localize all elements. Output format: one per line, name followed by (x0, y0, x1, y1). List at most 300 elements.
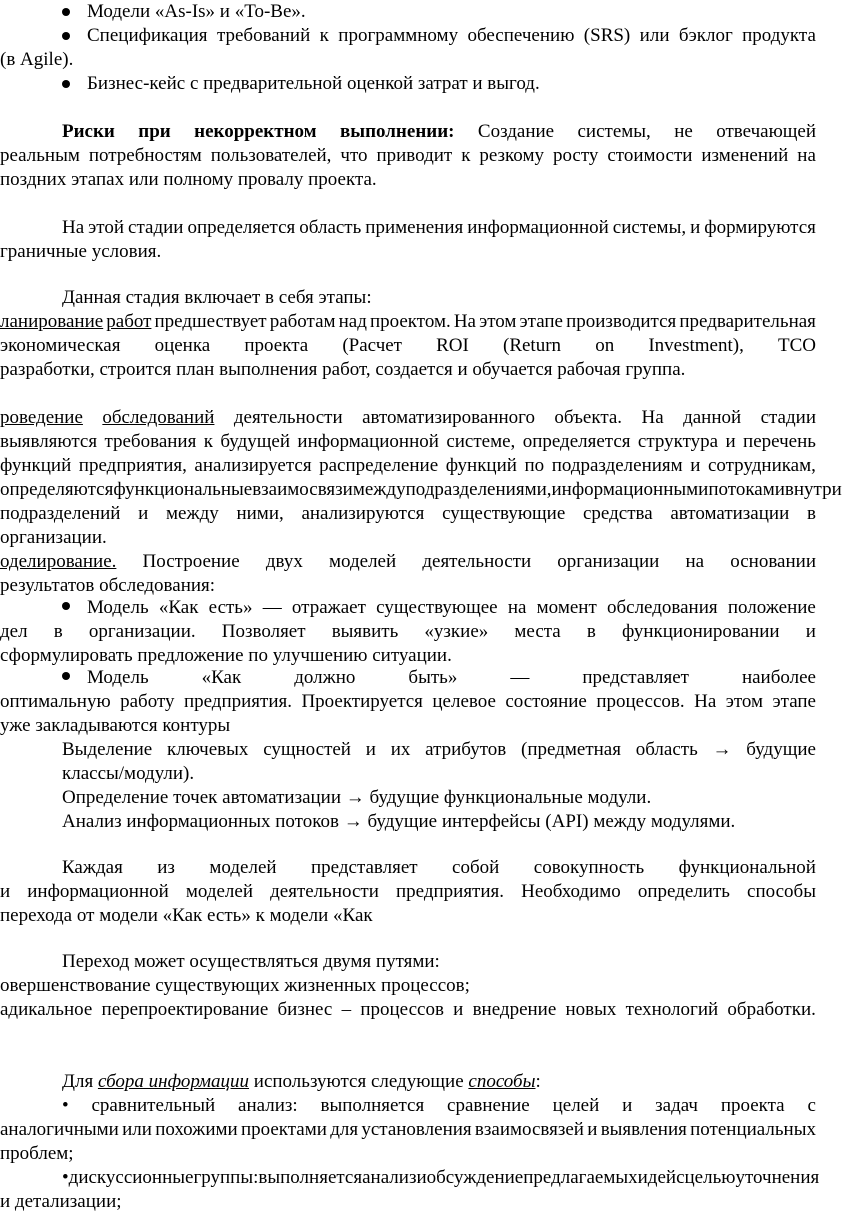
word: моделей (209, 857, 277, 878)
word: автоматизации (670, 503, 790, 524)
word: организации. (88, 621, 196, 642)
word: процессов. (596, 691, 685, 712)
word: работам (269, 311, 336, 332)
word: Каждая (62, 857, 123, 878)
word: организации. (0, 527, 107, 548)
word: обследования (606, 597, 718, 618)
word: деятельности (233, 407, 343, 428)
word: функций (0, 455, 72, 476)
word: — (262, 597, 282, 618)
word: обследования: (99, 575, 216, 596)
transition-intro: Переход может осуществляться двумя путями: (62, 951, 440, 972)
word: уточнения (735, 1167, 820, 1188)
word: не (674, 121, 693, 142)
survey-line (0, 430, 816, 454)
word: потребностям (88, 145, 202, 166)
word: стадии (128, 217, 184, 238)
word: и (805, 621, 816, 642)
word: этом (725, 691, 764, 712)
word: к (461, 145, 471, 166)
word: ROI (436, 335, 469, 356)
risks-line (62, 120, 816, 144)
word: и (690, 217, 701, 238)
scope-line (0, 240, 161, 264)
word: есть» (207, 905, 256, 926)
sub-item-line (62, 738, 816, 762)
planning-line (0, 310, 816, 334)
survey-line (0, 502, 816, 526)
word: формируются (704, 217, 816, 238)
word: предприятия, (78, 455, 187, 476)
as-is-line (0, 644, 452, 668)
word: обследований (102, 407, 215, 428)
word: предложение (137, 645, 249, 666)
word: внедрение (472, 999, 557, 1020)
word: На (62, 217, 85, 238)
word: функциональной (678, 857, 816, 878)
word: перепроектирование (101, 999, 269, 1020)
word: ними, (236, 503, 284, 524)
word: план (176, 359, 220, 380)
word: аналогичными (0, 1119, 119, 1140)
word: в (806, 503, 816, 524)
word: уже (0, 715, 36, 736)
word: результатов (0, 575, 100, 596)
word: работу (120, 691, 175, 712)
word: (SRS) (583, 25, 631, 46)
word: обработки. (727, 999, 816, 1020)
word: «Как (333, 905, 373, 926)
bullet-icon (62, 32, 70, 40)
word: процессов (360, 999, 444, 1020)
word: этой (88, 217, 125, 238)
word: подразделений (0, 503, 121, 524)
word: структура (637, 431, 719, 452)
planning-line (0, 334, 816, 358)
word: выполняется (258, 1167, 363, 1188)
word: дискуссионные (68, 1167, 194, 1188)
word: функциональные (113, 479, 253, 500)
word: будущей (220, 431, 291, 452)
word: из (157, 857, 175, 878)
word: выявляются (0, 431, 98, 452)
method-line (62, 1166, 820, 1190)
bullet-item: Бизнес-кейс с предварительной оценкой затрат и выгод. (87, 73, 540, 94)
word: отвечающей (716, 121, 816, 142)
stages-intro: Данная стадия включает в себя этапы: (62, 287, 372, 308)
word: «узкие» (424, 621, 489, 642)
word: классы/модули). (62, 763, 195, 784)
word: этапах (71, 169, 129, 190)
word: анализ: (238, 1095, 298, 1116)
methods-term: способы (468, 1071, 536, 1092)
word: определить (637, 881, 730, 902)
word: отражает (291, 597, 366, 618)
word: работ (106, 311, 152, 332)
word: информационными (551, 479, 709, 500)
word: сотрудникам, (707, 455, 816, 476)
word: обсуждение (426, 1167, 524, 1188)
word: по (524, 455, 545, 476)
to-be-line (0, 690, 816, 714)
word: над (338, 311, 367, 332)
word: «Как (201, 667, 242, 688)
word: детализации; (14, 1191, 122, 1212)
word: → (712, 739, 732, 760)
word: На (694, 691, 717, 712)
word: проблем; (0, 1143, 74, 1164)
word: предшествует (154, 311, 267, 332)
word: приводит (376, 145, 453, 166)
word: наиболее (741, 667, 816, 688)
word: подразделениями, (405, 479, 552, 500)
word: сущностей (263, 739, 351, 760)
word: TCO (777, 335, 816, 356)
word: распределение (319, 455, 439, 476)
word: информационной (297, 431, 439, 452)
word: применения (365, 217, 464, 238)
word: определяется (522, 431, 631, 452)
word: потенциальных (690, 1119, 816, 1140)
word: информационной (27, 881, 169, 902)
word: определяется (187, 217, 296, 238)
word: двух (265, 551, 303, 572)
word: Проектируется (301, 691, 423, 712)
word: условия. (91, 241, 162, 262)
word: способы (747, 881, 816, 902)
word: Необходимо (521, 881, 621, 902)
bullet-item: Модели «As-Is» и «To-Be». (87, 1, 306, 22)
word: продукта (742, 25, 816, 46)
word: деятельности (422, 551, 532, 572)
word: что (340, 145, 368, 166)
bullet-icon (62, 8, 70, 16)
word: улучшению (272, 645, 373, 666)
word: функций (445, 455, 517, 476)
info-collection-term: сбора информации (97, 1071, 250, 1092)
word: к (203, 431, 213, 452)
word: анализируются (301, 503, 425, 524)
word: (Return (503, 335, 562, 356)
word: автоматизированного (362, 407, 535, 428)
word: оделирование. (0, 551, 117, 572)
word: Риски (62, 121, 115, 142)
word: область (299, 217, 362, 238)
modeling-line (0, 574, 215, 598)
survey-line (0, 454, 816, 478)
word: контуры (162, 715, 231, 736)
as-is-line (0, 620, 816, 644)
word: подразделениям (551, 455, 683, 476)
word: резкому (479, 145, 544, 166)
word: выполнении: (339, 121, 455, 142)
word: или (122, 1119, 152, 1140)
word: поздних (0, 169, 72, 190)
word: выполнения (219, 359, 323, 380)
word: ключевых (167, 739, 249, 760)
word: системы, (577, 121, 651, 142)
word: проекта (244, 335, 309, 356)
word: «Как (158, 597, 199, 618)
word: и (587, 1119, 598, 1140)
word: производится (566, 311, 677, 332)
word: выполняется (320, 1095, 425, 1116)
word: Позволяет (221, 621, 306, 642)
word: системе, (446, 431, 516, 452)
word: предварительная (679, 311, 816, 332)
word: некорректном (194, 121, 317, 142)
word: предприятия. (395, 881, 505, 902)
word: закладываются (35, 715, 163, 736)
word: идей (637, 1167, 677, 1188)
word: анализируется (194, 455, 312, 476)
word: представляет (311, 857, 418, 878)
word: с (807, 1095, 816, 1116)
word: или (639, 25, 670, 46)
word: похожими (155, 1119, 238, 1140)
models-line (0, 880, 816, 904)
word: программному (338, 25, 459, 46)
to-be-line (0, 714, 230, 738)
bullet-icon (62, 602, 70, 610)
word: граничные (0, 241, 92, 262)
bullet-item (87, 24, 816, 48)
word: изменений (701, 145, 789, 166)
word: требований (216, 25, 311, 46)
word: состояние (505, 691, 587, 712)
word: сравнительный (91, 1095, 216, 1116)
word: этапе (519, 311, 563, 332)
word: места (514, 621, 561, 642)
word: «Как (162, 905, 208, 926)
word: и (416, 1167, 427, 1188)
word: между (165, 503, 219, 524)
word: деятельности (270, 881, 379, 902)
word: системы, (612, 217, 687, 238)
word: и (0, 1191, 15, 1212)
word: их (390, 739, 411, 760)
word: моделей (185, 881, 254, 902)
word: к (255, 905, 270, 926)
word: область (635, 739, 698, 760)
survey-line (0, 526, 107, 550)
to-be-line (87, 666, 816, 690)
word: стадии (760, 407, 816, 428)
word: собой (452, 857, 500, 878)
word: и (690, 455, 701, 476)
word: при (138, 121, 171, 142)
word: проекта. (308, 169, 377, 190)
methods-intro (62, 1070, 541, 1094)
word: функционировании (622, 621, 780, 642)
word: по (248, 645, 273, 666)
word: быть» (408, 667, 458, 688)
word: пользователей, (210, 145, 332, 166)
word: представляет (582, 667, 689, 688)
word: от (76, 905, 100, 926)
bullet-icon (62, 80, 70, 88)
word: На (641, 407, 664, 428)
method-line (0, 1142, 74, 1166)
word: организации (557, 551, 660, 572)
word: в (586, 621, 596, 642)
word: роведение (0, 407, 83, 428)
bullet-icon (62, 672, 70, 680)
method-line (0, 1118, 816, 1142)
word: новых (565, 999, 617, 1020)
methods-colon: : (535, 1071, 541, 1092)
word: провалу (237, 169, 309, 190)
word: момент (536, 597, 597, 618)
word: моделей (329, 551, 397, 572)
word: дел (0, 621, 28, 642)
scope-line (62, 216, 816, 240)
word: этом (479, 311, 517, 332)
word: или (128, 169, 164, 190)
word: на (685, 551, 705, 572)
word: Выделение (62, 739, 153, 760)
word: обучается (472, 359, 558, 380)
word: с (676, 1167, 685, 1188)
word: Модель (87, 667, 149, 688)
models-line (62, 856, 816, 880)
word: Investment), (648, 335, 744, 356)
word: проектом. (369, 311, 451, 332)
word: адикальное (0, 999, 93, 1020)
sub-item: Анализ информационных потоков → будущие интерфейсы (API) между модулями. (62, 811, 736, 832)
word: • (62, 1095, 69, 1116)
word: оптимальную (0, 691, 111, 712)
word: реальным (0, 145, 80, 166)
word: выявить (331, 621, 399, 642)
word: и (365, 739, 376, 760)
word: требования (104, 431, 197, 452)
method-line (0, 1190, 122, 1214)
word: установления (361, 1119, 472, 1140)
word: перечень (743, 431, 816, 452)
word: определяются (0, 479, 114, 500)
word: ситуации. (372, 645, 452, 666)
word: • (62, 1167, 69, 1188)
word: группы: (193, 1167, 259, 1188)
word: будущие (746, 739, 816, 760)
word: создается (375, 359, 458, 380)
word: Построение (142, 551, 240, 572)
methods-middle: используются следующие (253, 1071, 464, 1092)
as-is-line (87, 596, 816, 620)
word: задач (655, 1095, 698, 1116)
word: проекта (720, 1095, 785, 1116)
word: бэклог (678, 25, 733, 46)
word: и (622, 1095, 633, 1116)
word: модели (99, 905, 163, 926)
word: существующие (442, 503, 566, 524)
planning-line (0, 358, 685, 382)
word: бизнес (277, 999, 333, 1020)
sub-item: Определение точек автоматизации → будущие функциональные модули. (62, 787, 652, 808)
word: выявления (600, 1119, 687, 1140)
word: модели (269, 905, 334, 926)
word: целей (552, 1095, 600, 1116)
word: взаимосвязей (474, 1119, 584, 1140)
word: взаимосвязи (252, 479, 353, 500)
word: предлагаемых (523, 1167, 638, 1188)
word: Спецификация (87, 25, 208, 46)
word: потоками (708, 479, 785, 500)
word: должно (294, 667, 356, 688)
word: целевое (432, 691, 496, 712)
word: сформулировать (0, 645, 138, 666)
word: и (138, 503, 149, 524)
survey-line (0, 478, 842, 502)
word: Модель (87, 597, 149, 618)
word: данной (683, 407, 742, 428)
word: сравнение (447, 1095, 530, 1116)
word: – (341, 999, 352, 1020)
word: есть» (208, 597, 253, 618)
word: средства (582, 503, 653, 524)
word: работ, (322, 359, 376, 380)
sub-item-line (62, 762, 194, 786)
word: атрибутов (425, 739, 507, 760)
word: анализ (362, 1167, 417, 1188)
word: технологий (625, 999, 719, 1020)
word: строится (99, 359, 177, 380)
word: обеспечению (467, 25, 575, 46)
risks-line (0, 144, 816, 168)
transition-way: овершенствование существующих жизненных процессов; (0, 975, 470, 996)
word: существующее (376, 597, 498, 618)
word: информационной (467, 217, 609, 238)
modeling-line (0, 550, 816, 574)
word: (Расчет (342, 335, 402, 356)
word: к (319, 25, 329, 46)
word: экономическая (0, 335, 121, 356)
word: на (797, 145, 816, 166)
survey-line (0, 406, 816, 430)
word: и (457, 359, 473, 380)
word: на (507, 597, 527, 618)
word: На (453, 311, 476, 332)
word: положение (727, 597, 816, 618)
bullet-item-continuation: (в Agile). (0, 49, 74, 70)
word: Создание (477, 121, 555, 142)
word: — (510, 667, 530, 688)
risks-line (0, 168, 377, 192)
word: для (330, 1119, 359, 1140)
word: (предметная (521, 739, 621, 760)
word: on (595, 335, 615, 356)
word: между (352, 479, 406, 500)
methods-lead: Для (62, 1071, 94, 1092)
word: полному (163, 169, 238, 190)
word: целью (684, 1167, 736, 1188)
word: перехода (0, 905, 77, 926)
word: оценка (154, 335, 211, 356)
word: ланирование (0, 311, 104, 332)
word: группа. (625, 359, 686, 380)
word: и (453, 999, 464, 1020)
word: в (53, 621, 63, 642)
method-line (62, 1094, 816, 1118)
word: рабочая (557, 359, 626, 380)
word: основании (730, 551, 816, 572)
word: предприятия. (183, 691, 292, 712)
word: разработки, (0, 359, 100, 380)
word: этапе (772, 691, 816, 712)
word: стоимости (607, 145, 693, 166)
word: и (0, 881, 11, 902)
